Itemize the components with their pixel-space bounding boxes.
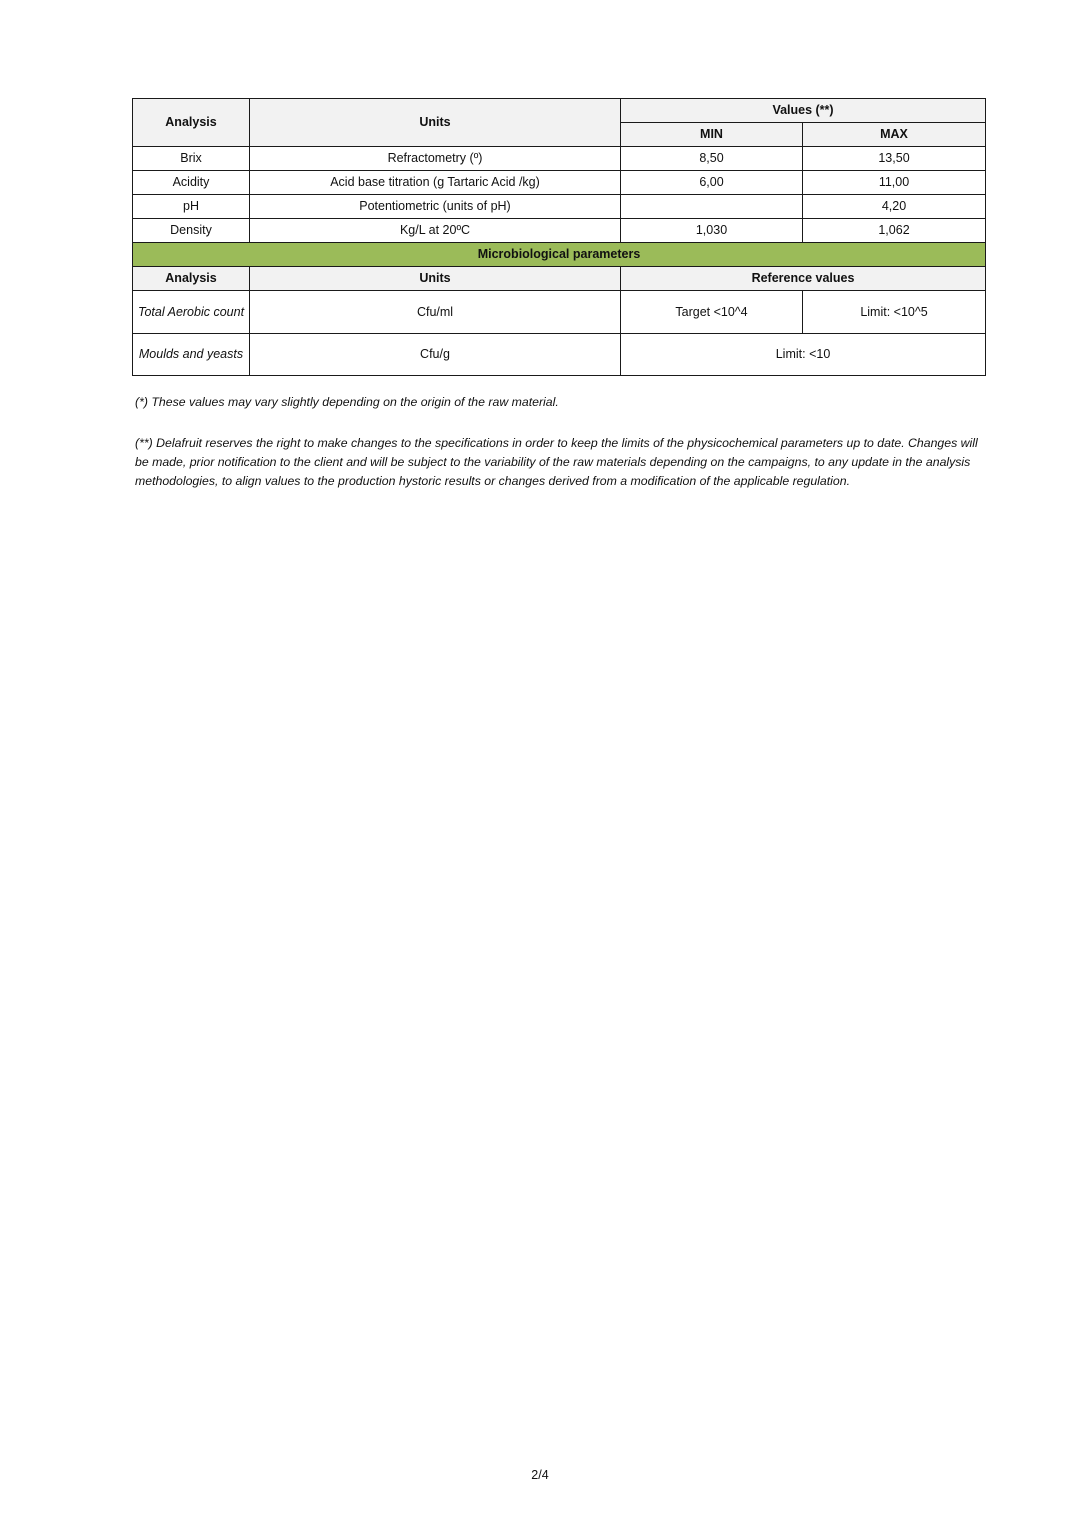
row-max: 1,062 <box>803 219 986 243</box>
row-units: Kg/L at 20ºC <box>250 219 621 243</box>
row-analysis: Density <box>133 219 250 243</box>
header-analysis: Analysis <box>133 99 250 147</box>
header-min: MIN <box>621 123 803 147</box>
row-units: Potentiometric (units of pH) <box>250 195 621 219</box>
row-units: Acid base titration (g Tartaric Acid /kg) <box>250 171 621 195</box>
table-header-row <box>133 99 986 123</box>
footnote-origin: (*) These values may vary slightly depending on the origin of the raw material. <box>135 395 559 409</box>
micro-header-units: Units <box>250 267 621 291</box>
micro-row-target: Target <10^4 <box>621 291 803 334</box>
table-row <box>133 147 986 171</box>
row-analysis: pH <box>133 195 250 219</box>
row-max: 4,20 <box>803 195 986 219</box>
row-max: 11,00 <box>803 171 986 195</box>
table-row <box>133 195 986 219</box>
table-row <box>133 219 986 243</box>
table-row <box>133 171 986 195</box>
row-min: 1,030 <box>621 219 803 243</box>
micro-header-reference: Reference values <box>621 267 986 291</box>
micro-row-units: Cfu/g <box>250 334 621 376</box>
micro-row-limit: Limit: <10 <box>621 334 986 376</box>
table-row <box>133 291 986 334</box>
row-analysis: Brix <box>133 147 250 171</box>
page-number: 2/4 <box>531 1468 549 1482</box>
header-units: Units <box>250 99 621 147</box>
micro-header-analysis: Analysis <box>133 267 250 291</box>
micro-row-analysis: Total Aerobic count <box>133 291 250 334</box>
micro-row-analysis: Moulds and yeasts <box>133 334 250 376</box>
micro-row-limit: Limit: <10^5 <box>803 291 986 334</box>
table-row <box>133 334 986 376</box>
micro-section-title: Microbiological parameters <box>133 243 986 267</box>
specification-table <box>132 98 986 376</box>
row-min <box>621 195 803 219</box>
row-analysis: Acidity <box>133 171 250 195</box>
row-min: 8,50 <box>621 147 803 171</box>
footnote-specifications: (**) Delafruit reserves the right to make changes to the specifications in order to keep the limits of the physicochemical parameters up to date. Changes will be made, prior notification to the client and will be subject to the variability of the raw materials depending on the campaigns, to any update in the analysis methodologies, to align values to the production hystoric results or changes derived from a modification of the applicable regulation. <box>135 436 978 488</box>
row-units: Refractometry (º) <box>250 147 621 171</box>
micro-row-units: Cfu/ml <box>250 291 621 334</box>
micro-header-row <box>133 267 986 291</box>
header-values: Values (**) <box>621 99 986 123</box>
row-min: 6,00 <box>621 171 803 195</box>
header-max: MAX <box>803 123 986 147</box>
row-max: 13,50 <box>803 147 986 171</box>
micro-section-row <box>133 243 986 267</box>
